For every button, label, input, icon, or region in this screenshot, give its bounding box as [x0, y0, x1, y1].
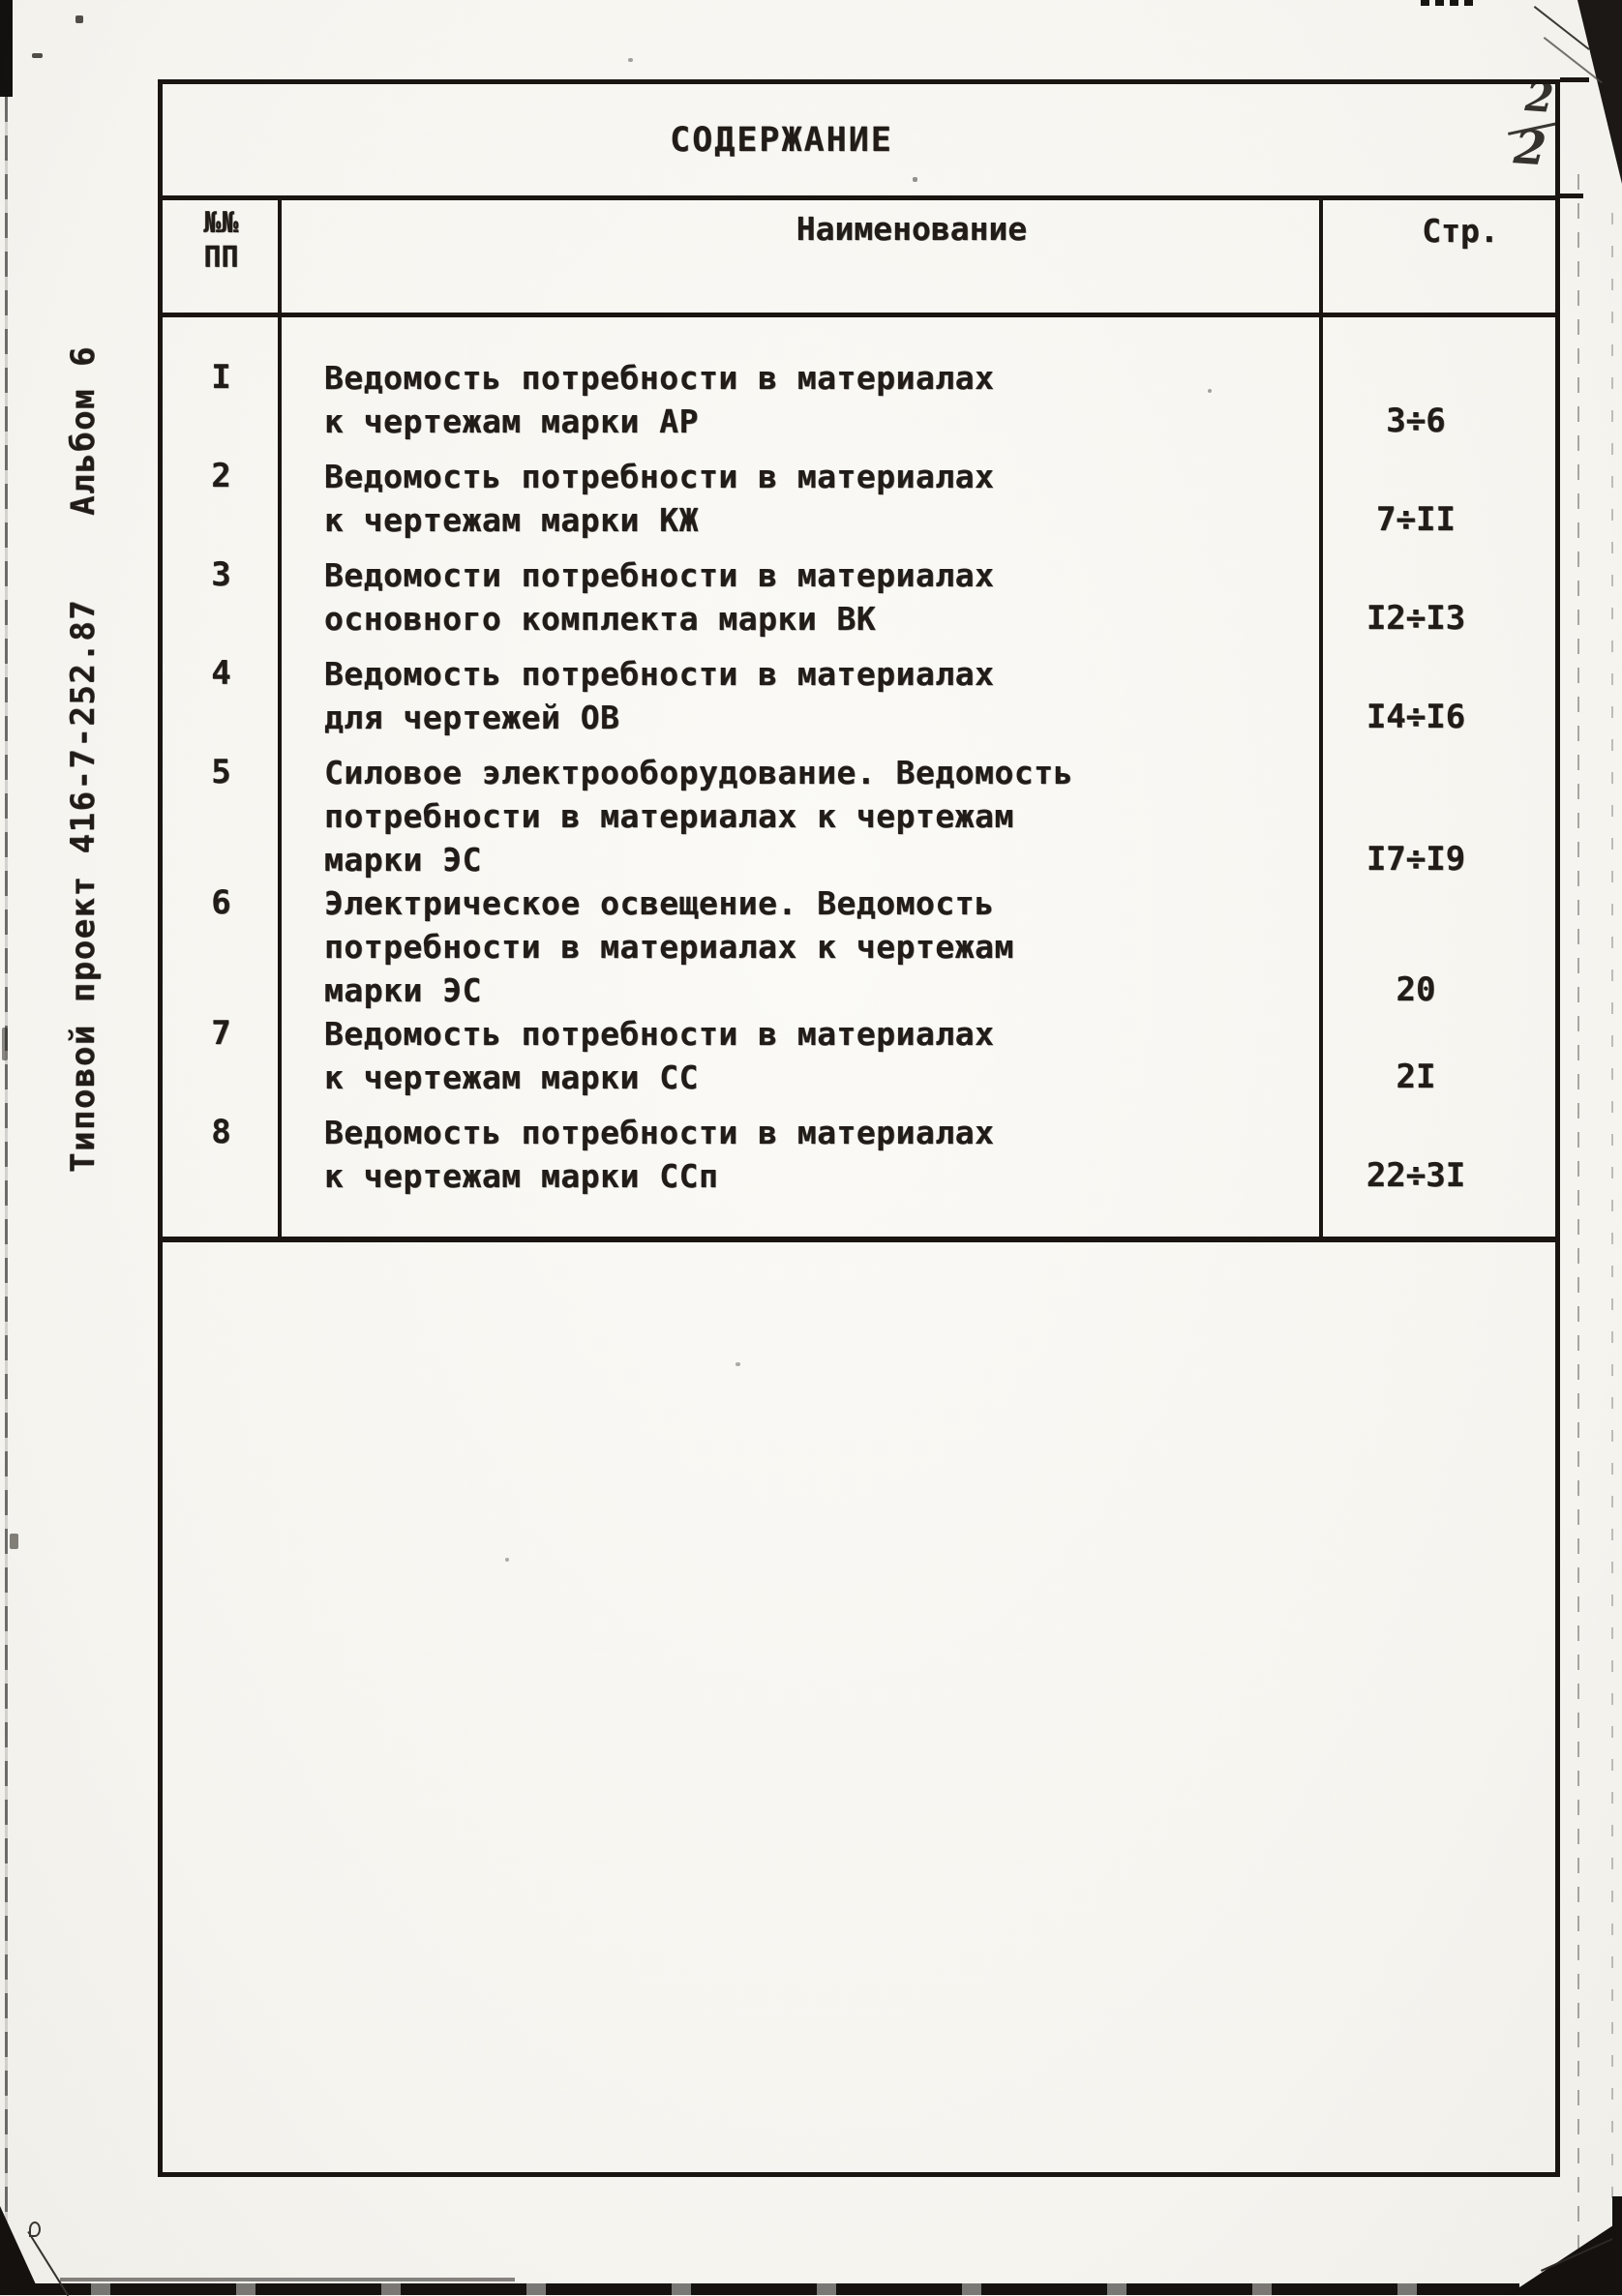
ink-speck — [75, 15, 83, 23]
toc-row — [163, 553, 1555, 641]
row-name-line: Ведомость потребности в материалах — [324, 458, 995, 495]
page-edge-line — [1611, 213, 1613, 2206]
row-name-line: Ведомость потребности в материалах — [324, 359, 995, 397]
document-frame — [158, 79, 1560, 2177]
row-name — [280, 652, 1319, 739]
title-band — [163, 84, 1555, 195]
row-name-line: к чертежам марки КЖ — [324, 501, 699, 539]
row-name-line: основного комплекта марки ВК — [324, 600, 877, 638]
ink-speck — [1208, 389, 1212, 393]
row-name — [280, 455, 1319, 542]
row-pages-wrap — [1319, 652, 1555, 739]
row-pages-wrap — [1319, 356, 1555, 443]
row-name-line: для чертежей ОВ — [324, 699, 620, 736]
row-number: 5 — [211, 753, 231, 791]
row-name — [280, 553, 1319, 641]
row-name — [280, 356, 1319, 443]
row-number: 7 — [211, 1014, 231, 1053]
row-pages: 7÷II — [1376, 500, 1456, 539]
ink-speck — [736, 1362, 740, 1366]
row-name-line: марки ЭС — [324, 971, 482, 1009]
project-number-label: Типовой проект 416-7-252.87 — [64, 598, 103, 1173]
scan-edge-mark — [29, 2283, 1519, 2295]
column-header-number-line2: ПП — [203, 241, 239, 275]
row-pages-wrap — [1319, 553, 1555, 641]
table-header-row — [163, 200, 1555, 313]
row-number: 4 — [211, 654, 231, 693]
column-header-number-line1: №№ — [203, 206, 239, 240]
ink-speck — [505, 1558, 509, 1562]
row-name-line: Ведомость потребности в материалах — [324, 655, 995, 693]
rule-stub — [1560, 77, 1589, 82]
row-name — [280, 1012, 1319, 1099]
ink-speck — [2, 1028, 8, 1060]
row-name-line: Силовое электрооборудование. Ведомость — [324, 754, 1073, 791]
row-name-line: потребности в материалах к чертежам — [324, 797, 1014, 835]
toc-row — [163, 1012, 1555, 1099]
row-name — [280, 881, 1319, 1012]
row-pages-wrap — [1319, 751, 1555, 881]
row-number: 3 — [211, 555, 231, 594]
toc-row — [163, 455, 1555, 542]
ink-speck — [913, 177, 917, 182]
row-name-line: Электрическое освещение. Ведомость — [324, 884, 995, 922]
row-pages-wrap — [1319, 881, 1555, 1012]
row-pages-wrap — [1319, 1111, 1555, 1198]
scan-edge-mark — [1421, 0, 1479, 6]
folded-corner-bottom-left — [0, 2206, 41, 2295]
toc-rows — [163, 317, 1555, 1209]
toc-row — [163, 1111, 1555, 1198]
toc-row — [163, 751, 1555, 881]
row-name-line: к чертежам марки АР — [324, 403, 699, 440]
column-header-number — [163, 206, 280, 276]
toc-row — [163, 356, 1555, 443]
folded-corner-top-right — [1577, 0, 1622, 184]
row-pages: 3÷6 — [1386, 402, 1446, 440]
row-pages: 22÷3I — [1366, 1156, 1466, 1195]
rule-table-bottom — [162, 1237, 1556, 1242]
scan-edge-line — [5, 58, 8, 2283]
scan-edge-mark — [1612, 2196, 1622, 2295]
row-number: 8 — [211, 1113, 231, 1151]
column-header-name: Наименование — [796, 210, 1028, 248]
row-name-line: к чертежам марки ССп — [324, 1157, 719, 1195]
row-name-line: потребности в материалах к чертежам — [324, 928, 1014, 966]
toc-row — [163, 652, 1555, 739]
row-pages: I7÷I9 — [1366, 840, 1466, 879]
row-number: 6 — [211, 883, 231, 922]
page-title: СОДЕРЖАНИЕ — [670, 120, 893, 160]
row-name-line: Ведомость потребности в материалах — [324, 1114, 995, 1151]
row-name-line: марки ЭС — [324, 841, 482, 879]
row-name — [280, 1111, 1319, 1198]
rule-stub — [1560, 194, 1583, 198]
toc-row — [163, 881, 1555, 1012]
row-number: I — [211, 358, 231, 397]
folded-corner-bottom-right — [1508, 2220, 1622, 2295]
row-number: 2 — [211, 457, 231, 495]
page-number-denominator: 2 — [1512, 120, 1548, 177]
row-pages: I4÷I6 — [1366, 698, 1466, 736]
ink-speck — [628, 58, 633, 62]
ink-speck — [10, 1534, 18, 1549]
ink-speck — [32, 53, 43, 58]
scan-edge-mark — [60, 2278, 515, 2281]
album-label: Альбом 6 — [64, 345, 103, 516]
row-pages: 2I — [1396, 1058, 1436, 1096]
page-number-numerator: 2 — [1523, 72, 1555, 122]
row-name — [280, 751, 1319, 881]
row-name-line: к чертежам марки СС — [324, 1059, 699, 1096]
row-name-line: Ведомость потребности в материалах — [324, 1015, 995, 1053]
row-pages: I2÷I3 — [1366, 599, 1466, 638]
row-pages: 20 — [1396, 970, 1436, 1009]
row-name-line: Ведомости потребности в материалах — [324, 556, 995, 594]
row-pages-wrap — [1319, 455, 1555, 542]
column-header-page: Стр. — [1422, 212, 1499, 250]
pen-doodle — [29, 2221, 41, 2237]
margin-stamp — [64, 345, 103, 1173]
row-pages-wrap — [1319, 1012, 1555, 1099]
page-edge-line — [1577, 174, 1579, 2295]
